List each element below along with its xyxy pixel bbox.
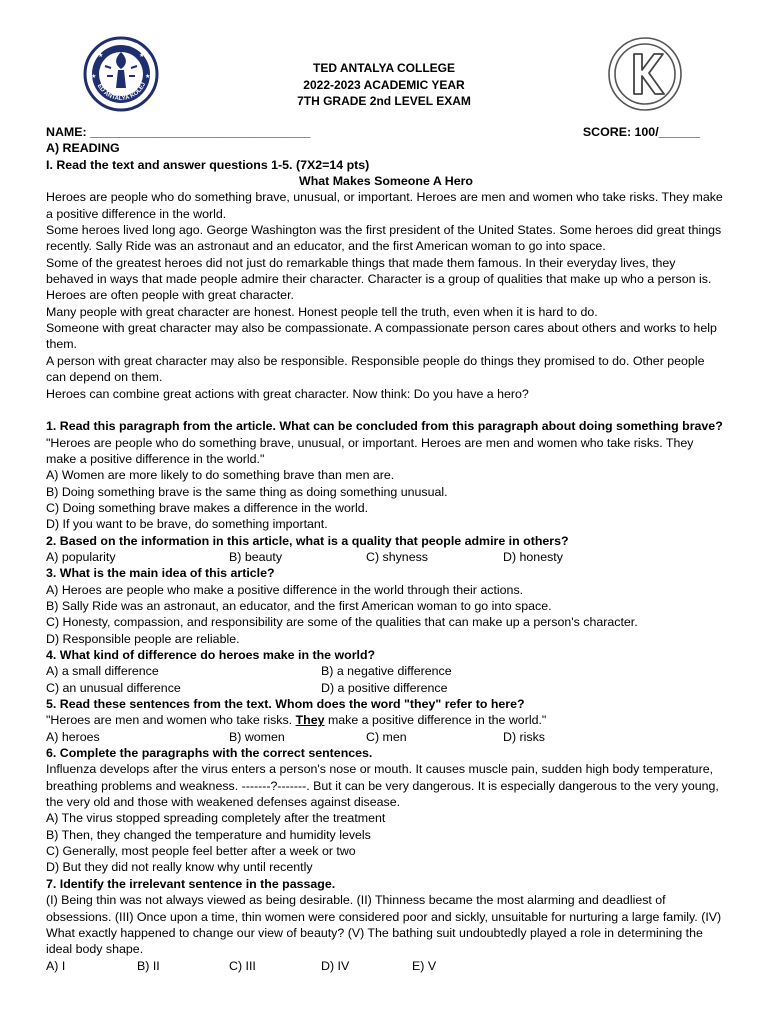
answer-option[interactable]: D) IV xyxy=(321,958,350,973)
answer-option[interactable]: A) Women are more likely to do something brave than men are. xyxy=(46,468,395,483)
svg-text:★: ★ xyxy=(98,53,104,59)
question-7-stem: 7. Identify the irrelevant sentence in the passage. xyxy=(46,876,336,891)
question-2-stem: 2. Based on the information in this article, what is a quality that people admire in others? xyxy=(46,533,569,548)
answer-option[interactable]: A) The virus stopped spreading completely after the treatment xyxy=(46,811,386,826)
svg-text:★: ★ xyxy=(145,74,151,80)
answer-option[interactable]: A) I xyxy=(46,958,66,973)
question-4-options-row-1 xyxy=(46,663,726,679)
question-4-options-row-2 xyxy=(46,680,726,696)
k-letter-logo xyxy=(607,36,683,112)
answer-option[interactable]: D) But they did not really know why until recently xyxy=(46,860,313,875)
exam-header xyxy=(200,60,568,110)
svg-text:★: ★ xyxy=(139,53,145,59)
question-5-stem: 5. Read these sentences from the text. Whom does the word "they" refer to here? xyxy=(46,697,525,712)
question-1-quote: "Heroes are people who do something brave, unusual, or important. Heroes are men and women who take risks. They make a positive difference in the world." xyxy=(46,435,694,466)
answer-option[interactable]: C) Generally, most people feel better after a week or two xyxy=(46,844,356,859)
answer-option[interactable]: A) Heroes are people who make a positive difference in the world through their actions. xyxy=(46,582,524,597)
passage-paragraph: Many people with great character are honest. Honest people tell the truth, even when it is hard to do. xyxy=(46,304,598,319)
school-emblem-logo xyxy=(83,36,159,112)
underlined-word: They xyxy=(295,713,325,728)
answer-option[interactable]: D) a positive difference xyxy=(321,680,448,695)
quote-text: "Heroes are men and women who take risks. xyxy=(46,713,296,728)
answer-option[interactable]: D) If you want to be brave, do something important. xyxy=(46,517,328,532)
academic-year: 2022-2023 ACADEMIC YEAR xyxy=(303,77,465,92)
question-5-quote xyxy=(46,712,726,728)
passage-paragraph: A person with great character may also be responsible. Responsible people do things they promised to do. Other people can depend on them. xyxy=(46,353,705,385)
answer-option[interactable]: C) Honesty, compassion, and responsibility are some of the qualities that can make up a person's character. xyxy=(46,615,638,630)
passage-paragraph: Heroes can combine great actions with great character. Now think: Do you have a hero? xyxy=(46,386,529,401)
answer-option[interactable]: B) II xyxy=(137,958,160,973)
answer-option[interactable]: C) Doing something brave makes a difference in the world. xyxy=(46,500,369,515)
answer-option[interactable]: B) beauty xyxy=(229,549,283,564)
answer-option[interactable]: B) Then, they changed the temperature and humidity levels xyxy=(46,827,371,842)
answer-option[interactable]: A) heroes xyxy=(46,729,100,744)
answer-option[interactable]: C) men xyxy=(366,729,407,744)
answer-option[interactable]: A) popularity xyxy=(46,549,116,564)
exam-title: 7TH GRADE 2nd LEVEL EXAM xyxy=(297,94,471,108)
question-7-text: (I) Being thin was not always viewed as being desirable. (II) Thinness became the most alarming and deadliest of obsessions. (III) Once upon a time, thin women were considered poor and sickly, unsuitable for nurturing a large family. (IV) What exactly happened to change our view of beauty? (V) The bathing suit undoubtedly played a role in determining the ideal body shape. xyxy=(46,893,722,957)
answer-option[interactable]: B) Doing something brave is the same thing as doing something unusual. xyxy=(46,484,448,499)
passage-paragraph: Some heroes lived long ago. George Washington was the first president of the United States. Some heroes did great things recently. Sally Ride was an astronaut and an educator, and the first American woman to go into space. xyxy=(46,223,722,254)
question-6-text: Influenza develops after the virus enters a person's nose or mouth. It causes muscle pain, sudden high body temperature, breathing problems and weakness. -------?-------. But it can be very dangerous. It is especially dangerous to the very young, the very old and those with weakened defenses against disease. xyxy=(46,762,719,810)
question-7-options xyxy=(46,958,726,974)
svg-text:★: ★ xyxy=(91,74,97,80)
question-5-options xyxy=(46,729,726,745)
score-field[interactable]: SCORE: 100/______ xyxy=(582,125,700,139)
svg-text:TED ANTALYA KOLEJİ: ED ANTALYA KOLEJ xyxy=(95,81,148,103)
passage-title: What Makes Someone A Hero xyxy=(299,174,473,189)
answer-option[interactable]: B) women xyxy=(229,729,285,744)
answer-option[interactable]: E) V xyxy=(412,958,437,973)
exam-content xyxy=(46,124,726,974)
quote-text: make a positive difference in the world." xyxy=(324,713,547,728)
passage-paragraph: Some of the greatest heroes did not just do remarkable things that made them famous. In their everyday lives, they behaved in ways that made people admire their character. Character is a group of qualities that make up who a person is. Heroes are often people with great character. xyxy=(46,255,712,303)
part-instruction: I. Read the text and answer questions 1-5. (7X2=14 pts) xyxy=(46,157,370,172)
question-3-stem: 3. What is the main idea of this article? xyxy=(46,566,275,581)
name-score-row xyxy=(46,124,726,140)
answer-option[interactable]: A) a small difference xyxy=(46,664,159,679)
answer-option[interactable]: B) a negative difference xyxy=(321,664,452,679)
school-name: TED ANTALYA COLLEGE xyxy=(312,61,455,75)
spacer xyxy=(46,402,726,418)
passage-paragraph: Heroes are people who do something brave, unusual, or important. Heroes are men and women who take risks. They make a positive difference in the world. xyxy=(46,190,723,221)
question-2-options xyxy=(46,549,726,565)
answer-option[interactable]: C) shyness xyxy=(366,549,428,564)
question-4-stem: 4. What kind of difference do heroes make in the world? xyxy=(46,648,376,662)
answer-option[interactable]: B) Sally Ride was an astronaut, an educator, and the first American woman to go into space. xyxy=(46,598,552,613)
section-heading: A) READING xyxy=(46,141,120,156)
name-field[interactable]: NAME: ________________________________ xyxy=(46,125,311,139)
passage-paragraph: Someone with great character may also be compassionate. A compassionate person cares about others and works to help them. xyxy=(46,321,717,352)
question-1-stem: 1. Read this paragraph from the article. What can be concluded from this paragraph about doing something brave? xyxy=(46,419,723,434)
answer-option[interactable]: C) III xyxy=(229,958,256,973)
question-6-stem: 6. Complete the paragraphs with the correct sentences. xyxy=(46,746,373,761)
answer-option[interactable]: C) an unusual difference xyxy=(46,680,181,695)
answer-option[interactable]: D) Responsible people are reliable. xyxy=(46,631,240,646)
answer-option[interactable]: D) risks xyxy=(503,729,545,744)
answer-option[interactable]: D) honesty xyxy=(503,549,563,564)
